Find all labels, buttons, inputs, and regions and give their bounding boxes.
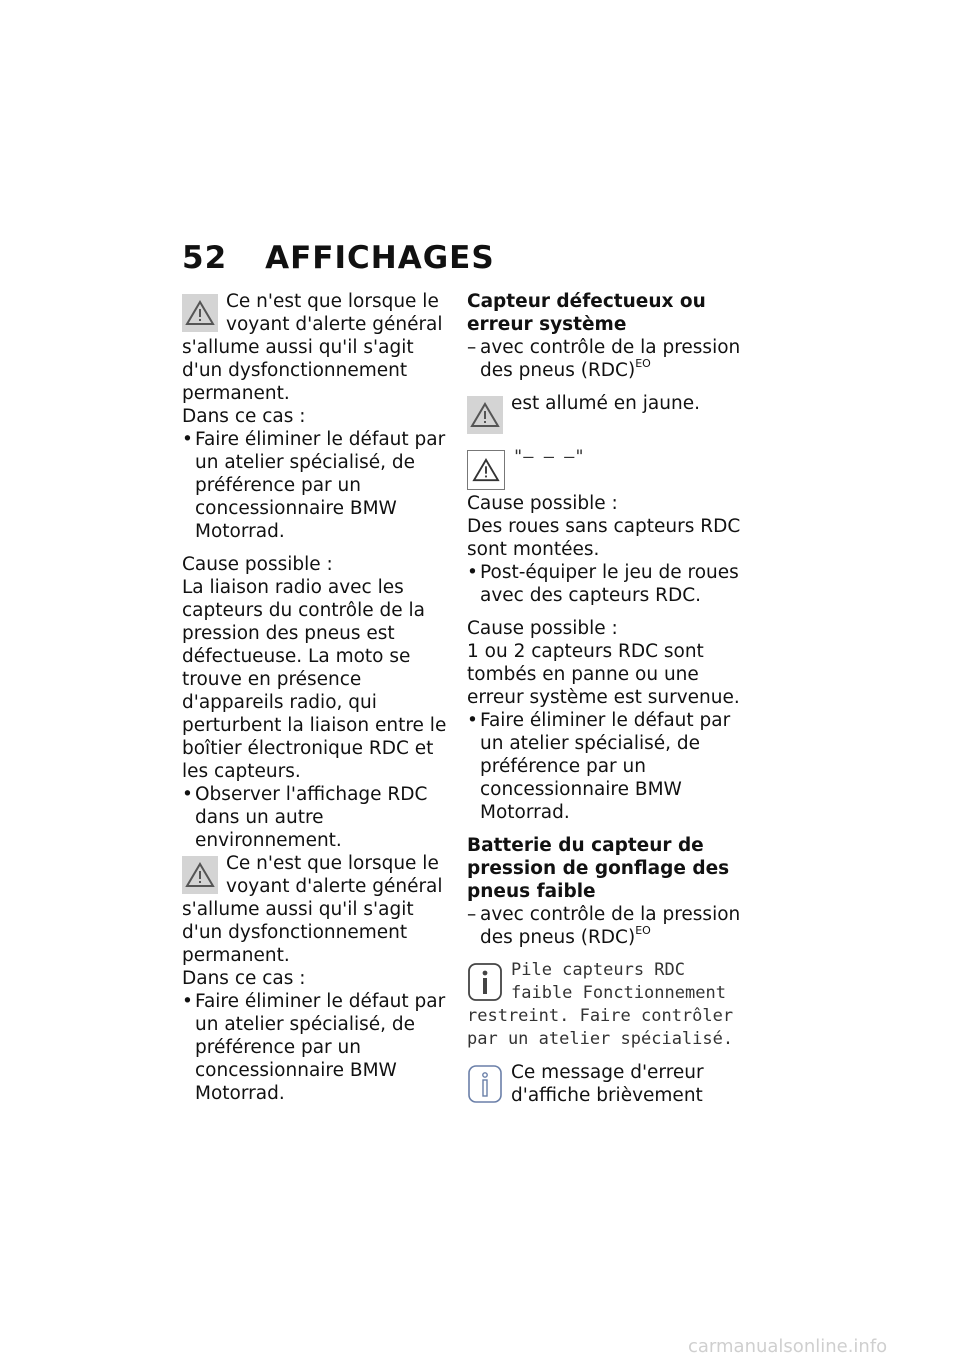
option-text: avec contrôle de la pression des pneus (RDC) bbox=[480, 337, 741, 381]
info-display-note bbox=[467, 959, 742, 1051]
bullet-marker: • bbox=[467, 562, 478, 583]
bullet-text: Post-équiper le jeu de roues avec des capteurs RDC. bbox=[480, 562, 739, 606]
info-note bbox=[467, 1061, 742, 1107]
dans-ce-cas: Dans ce cas : bbox=[182, 406, 306, 427]
info-icon bbox=[467, 963, 503, 1001]
cause-label: Cause possible : bbox=[467, 618, 618, 639]
cause-label: Cause possible : bbox=[467, 493, 618, 514]
page-header bbox=[182, 240, 495, 276]
warning-triangle-icon bbox=[467, 396, 503, 434]
bullet-item bbox=[467, 709, 742, 824]
page-number: 52 bbox=[182, 240, 228, 276]
bullet-marker: • bbox=[182, 429, 193, 450]
bullet-item bbox=[182, 990, 454, 1105]
right-column bbox=[467, 290, 742, 1107]
info-icon bbox=[467, 1065, 503, 1103]
cause-text: 1 ou 2 capteurs RDC sont tombés en panne ou une erreur système est survenue. bbox=[467, 641, 740, 708]
info-text: Ce message d'erreur d'affiche brièvement bbox=[511, 1062, 704, 1106]
option-item bbox=[467, 336, 742, 382]
dash-marker: – bbox=[467, 904, 477, 925]
cause-label: Cause possible : bbox=[182, 554, 333, 575]
bullet-marker: • bbox=[182, 991, 193, 1012]
page-title: AFFICHAGES bbox=[265, 240, 495, 276]
display-message: Pile capteurs RDC faible Fonctionnement restreint. Faire contrôler par un atelier spécialisé. bbox=[467, 960, 734, 1049]
left-column bbox=[182, 290, 454, 1105]
note-text: est allumé en jaune. bbox=[511, 393, 700, 414]
option-sup: EO bbox=[635, 924, 651, 937]
warning-triangle-icon bbox=[182, 856, 218, 894]
bullet-item bbox=[182, 783, 454, 852]
dash-marker: – bbox=[467, 337, 477, 358]
option-sup: EO bbox=[635, 357, 651, 370]
warning-triangle-icon bbox=[182, 294, 218, 332]
option-item bbox=[467, 903, 742, 949]
display-text: "– – –" bbox=[513, 447, 585, 467]
cause-text: Des roues sans capteurs RDC sont montées. bbox=[467, 516, 741, 560]
bullet-text: Faire éliminer le défaut par un atelier spécialisé, de préférence par un concessionnaire BMW Motorrad. bbox=[480, 710, 731, 823]
bullet-item bbox=[467, 561, 742, 607]
section-heading: Batterie du capteur de pression de gonflage des pneus faible bbox=[467, 835, 730, 902]
section-heading: Capteur défectueux ou erreur système bbox=[467, 291, 706, 335]
bullet-text: Faire éliminer le défaut par un atelier spécialisé, de préférence par un concessionnaire BMW Motorrad. bbox=[195, 429, 446, 542]
watermark: carmanualsonline.info bbox=[688, 1336, 888, 1357]
note-text: Ce n'est que lorsque le voyant d'alerte général s'allume aussi qu'il s'agit d'un dysfonctionnement permanent. bbox=[182, 853, 443, 966]
cause-text: La liaison radio avec les capteurs du contrôle de la pression des pneus est défectueuse. La moto se trouve en présence d'appareils radio, qui perturbent la liaison entre le boîtier électronique RDC et les capteurs. bbox=[182, 577, 447, 782]
display-note bbox=[467, 446, 742, 492]
bullet-text: Observer l'affichage RDC dans un autre environnement. bbox=[195, 784, 428, 851]
dans-ce-cas: Dans ce cas : bbox=[182, 968, 306, 989]
warning-note bbox=[182, 852, 454, 967]
bullet-marker: • bbox=[467, 710, 478, 731]
option-text: avec contrôle de la pression des pneus (RDC) bbox=[480, 904, 741, 948]
note-text: Ce n'est que lorsque le voyant d'alerte général s'allume aussi qu'il s'agit d'un dysfonctionnement permanent. bbox=[182, 291, 443, 404]
bullet-text: Faire éliminer le défaut par un atelier spécialisé, de préférence par un concessionnaire BMW Motorrad. bbox=[195, 991, 446, 1104]
bullet-item bbox=[182, 428, 454, 543]
warning-note bbox=[182, 290, 454, 405]
bullet-marker: • bbox=[182, 784, 193, 805]
warning-note bbox=[467, 392, 742, 436]
warning-triangle-icon bbox=[467, 450, 505, 490]
